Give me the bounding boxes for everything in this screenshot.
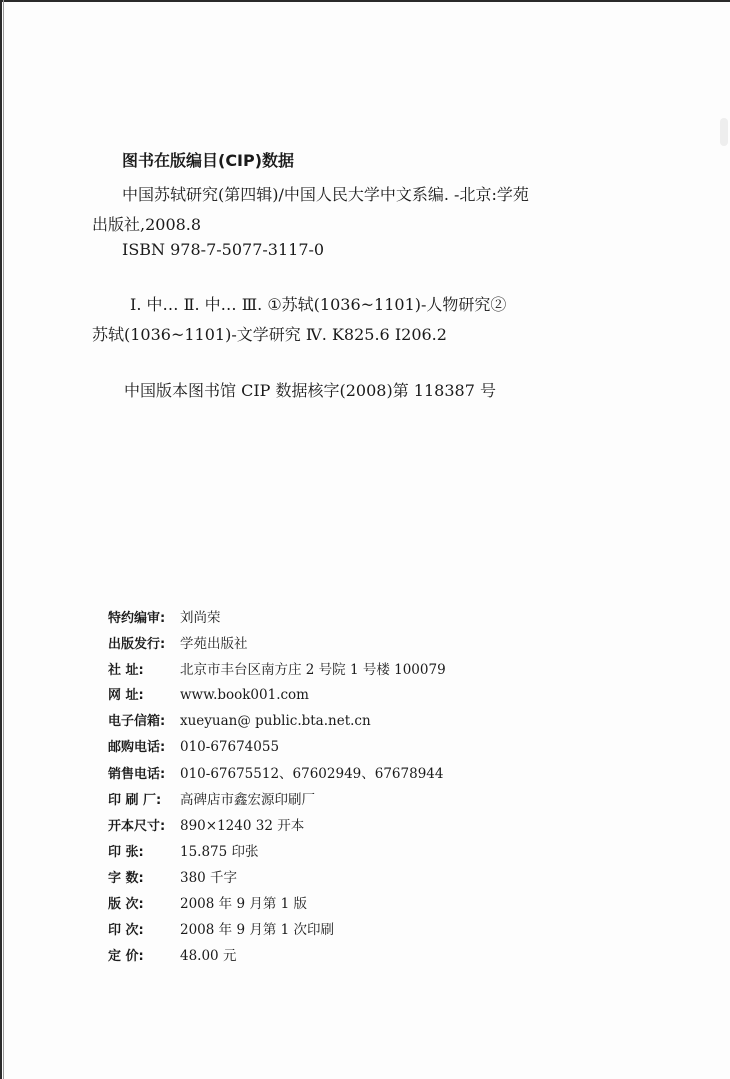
info-label: 印 次: (108, 923, 144, 938)
info-value: 010-67674055 (180, 739, 280, 755)
info-row-editor (108, 606, 221, 630)
info-value: 15.875 印张 (180, 844, 259, 860)
info-label: 社 址: (108, 663, 144, 678)
info-value: 890×1240 32 开本 (180, 818, 305, 834)
scan-edge-shadow (3, 0, 4, 1079)
info-row-sheets (108, 840, 259, 864)
cip-classification-1: Ⅰ. 中… Ⅱ. 中… Ⅲ. ①苏轼(1036~1101)-人物研究② (130, 295, 507, 314)
info-row-printing (108, 918, 334, 942)
info-value: 48.00 元 (180, 948, 237, 964)
info-row-sales-phone (108, 762, 443, 786)
info-value: 2008 年 9 月第 1 次印刷 (180, 922, 334, 938)
info-value: 学苑出版社 (180, 636, 248, 652)
info-row-mail-order-phone (108, 736, 279, 760)
info-value: 010-67675512、67602949、67678944 (180, 766, 444, 782)
cip-line-1: 中国苏轼研究(第四辑)/中国人民大学中文系编. -北京:学苑 (122, 185, 529, 204)
scan-edge-left (0, 0, 2, 1079)
info-row-address (108, 658, 446, 682)
cip-title: 图书在版编目(CIP)数据 (122, 151, 295, 170)
info-label: 邮购电话: (108, 740, 166, 755)
cip-classification-2: 苏轼(1036~1101)-文学研究 Ⅳ. K825.6 I206.2 (92, 325, 447, 344)
info-row-format (108, 814, 304, 838)
info-row-word-count (108, 866, 237, 890)
info-label: 特约编审: (108, 611, 166, 626)
info-label: 印 张: (108, 845, 144, 860)
info-row-edition (108, 892, 307, 916)
info-label: 出版发行: (108, 637, 166, 652)
info-row-publisher (108, 632, 248, 656)
info-value: www.book001.com (180, 687, 309, 703)
info-label: 电子信箱: (108, 714, 166, 729)
info-value: 高碑店市鑫宏源印刷厂 (180, 792, 315, 808)
info-row-printer (108, 788, 315, 812)
info-label: 开本尺寸: (108, 819, 166, 834)
cip-line-2: 出版社,2008.8 (92, 215, 202, 234)
info-value: xueyuan@ public.bta.net.cn (180, 713, 371, 729)
scan-mark (720, 118, 728, 146)
info-label: 印 刷 厂: (108, 793, 162, 808)
info-label: 定 价: (108, 949, 144, 964)
info-label: 字 数: (108, 871, 144, 886)
info-value: 北京市丰台区南方庄 2 号院 1 号楼 100079 (180, 662, 446, 678)
info-value: 2008 年 9 月第 1 版 (180, 896, 307, 912)
info-value: 380 千字 (180, 870, 238, 886)
cip-isbn: ISBN 978-7-5077-3117-0 (122, 240, 325, 259)
info-label: 网 址: (108, 688, 144, 703)
info-label: 销售电话: (108, 767, 166, 782)
info-label: 版 次: (108, 897, 144, 912)
scan-edge-top (0, 0, 730, 2)
info-row-email (108, 710, 371, 734)
info-row-price (108, 944, 236, 968)
cip-record-number: 中国版本图书馆 CIP 数据核字(2008)第 118387 号 (124, 381, 496, 400)
info-row-website (108, 684, 309, 708)
info-value: 刘尚荣 (180, 610, 221, 626)
